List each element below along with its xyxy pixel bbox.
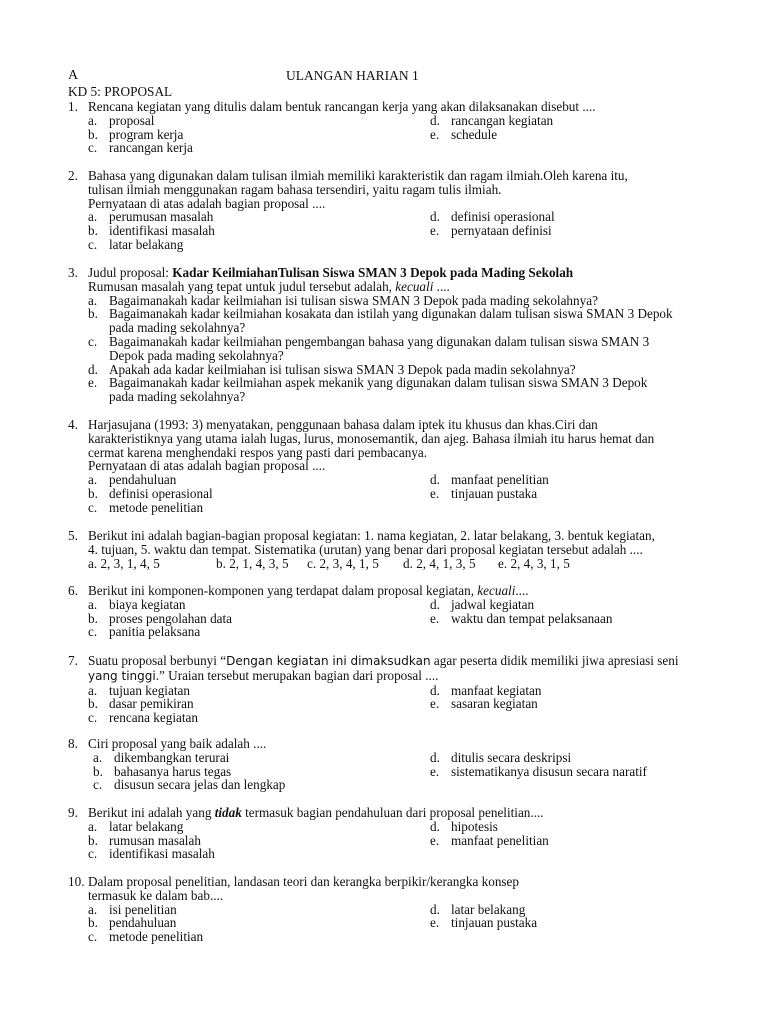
option-b: b. 2, 1, 4, 3, 5 — [216, 555, 289, 571]
option-b: b. program kerja — [88, 126, 184, 142]
question-5 — [68, 529, 708, 570]
option-c: c. metode penelitian — [88, 499, 204, 515]
question-number: 5. — [68, 528, 78, 543]
option-d: d. jadwal kegiatan — [430, 596, 535, 612]
quoted-text: Dengan kegiatan ini dimaksudkan — [226, 654, 431, 668]
question-number: 8. — [68, 736, 78, 751]
option-e: e. tinjauan pustaka — [430, 915, 538, 931]
question-7: 7. Suatu proposal berbunyi “Dengan kegiatan ini dimaksudkan agar peserta didik memiliki jiwa apresiasi seni yang tinggi.” Uraian tersebut merupakan bagian dari proposal .... a. tujuan kegiatan d. manfaat kegiatan b. dasar pemikiran e. sasaran kegiatan c. rencana kegiatan — [68, 653, 679, 726]
question-number: 1. — [68, 99, 78, 114]
question-stem: cermat karena menghendaki respos yang pasti dari pembacanya. — [88, 444, 428, 460]
question-1 — [68, 100, 708, 155]
option-c: c. 2, 3, 4, 1, 5 — [307, 555, 379, 571]
option-c: c. latar belakang — [88, 236, 184, 252]
question-stem: 4. tujuan, 5. waktu dan tempat. Sistematika (urutan) yang benar dari proposal kegiatan tersebut adalah .... — [88, 541, 643, 557]
question-number: 10. — [68, 874, 85, 889]
question-stem: Pernyataan di atas adalah bagian proposal .... — [88, 195, 326, 211]
option-a: a. dikembangkan terurai — [93, 749, 230, 765]
option-b: b. bahasanya harus tegas — [93, 763, 232, 779]
option-e: e. waktu dan tempat pelaksanaan — [430, 610, 613, 626]
option-b: b. proses pengolahan data — [88, 610, 233, 626]
question-number: 7. — [68, 653, 78, 668]
question-number: 6. — [68, 583, 78, 598]
tidak-emphasis: tidak — [214, 805, 242, 820]
option-a: a. biaya kegiatan — [88, 596, 186, 612]
question-number: 2. — [68, 168, 78, 183]
question-stem: Berikut ini adalah bagian-bagian proposal kegiatan: 1. nama kegiatan, 2. latar belakang, 3. bentuk kegiatan, — [88, 528, 655, 543]
question-8 — [68, 737, 708, 792]
question-stem: Bahasa yang digunakan dalam tulisan ilmiah memiliki karakteristik dan ragam ilmiah.Oleh karena itu, — [88, 168, 628, 183]
question-stem: Pernyataan di atas adalah bagian proposal .... — [88, 458, 326, 474]
option-a: a. perumusan masalah — [88, 209, 214, 225]
page-title: ULANGAN HARIAN 1 — [286, 68, 419, 83]
question-stem: tulisan ilmiah menggunakan ragam bahasa tersendiri, yaitu ragam tulis ilmiah. — [88, 181, 502, 197]
option-a: a. tujuan kegiatan — [88, 682, 190, 698]
option-a: a. proposal — [88, 112, 155, 128]
option-c: c. rancangan kerja — [88, 140, 193, 156]
option-e: e. manfaat penelitian — [430, 832, 549, 848]
option-e: e. 2, 4, 3, 1, 5 — [498, 555, 570, 571]
option-e: e. pernyataan definisi — [430, 223, 552, 239]
option-d: d. manfaat kegiatan — [430, 682, 542, 698]
competency-label: KD 5: PROPOSAL — [68, 84, 173, 99]
option-c: c. metode penelitian — [88, 929, 204, 945]
quoted-text: yang tinggi — [88, 668, 156, 683]
option-b: b. rumusan masalah — [88, 832, 201, 848]
option-d: d. hipotesis — [430, 818, 498, 834]
option-d: d. Apakah ada kadar keilmiahan isi tulisan siswa SMAN 3 Depok pada madin sekolahnya? — [88, 361, 576, 377]
option-a: a. isi penelitian — [88, 901, 177, 917]
question-stem: Judul proposal: — [88, 265, 173, 280]
option-d: d. ditulis secara deskripsi — [430, 749, 572, 765]
question-stem: Dalam proposal penelitian, landasan teori dan kerangka berpikir/kerangka konsep — [88, 874, 520, 889]
question-stem: Harjasujana (1993: 3) menyatakan, penggunaan bahasa dalam iptek itu khusus dan khas.Ciri dan — [88, 417, 598, 432]
option-b: b. definisi operasional — [88, 485, 213, 501]
option-a: a. pendahuluan — [88, 472, 177, 488]
question-stem: Suatu proposal berbunyi “ — [88, 653, 227, 668]
option-c: c. identifikasi masalah — [88, 846, 215, 862]
question-stem: termasuk ke dalam bab.... — [88, 887, 224, 903]
question-9: 9. Berikut ini adalah yang tidak termasuk bagian pendahuluan dari proposal penelitian.... a. latar belakang d. hipotesis b. rumusan masalah e. manfaat penelitian c. identifikasi masalah — [68, 805, 549, 862]
option-a: a. latar belakang — [88, 818, 184, 834]
version-letter: A — [68, 68, 79, 83]
kecuali-emphasis: kecuali — [395, 278, 434, 294]
option-b: b. Bagaimanakah kadar keilmiahan kosakata dan istilah yang digunakan dalam tulisan siswa SMAN 3 Depok pada mading sekolahnya? — [88, 306, 673, 336]
option-c: c. rencana kegiatan — [88, 710, 198, 726]
option-c: c. Bagaimanakah kadar keilmiahan pengembangan bahasa yang digunakan dalam tulisan siswa SMAN 3 Depok pada mading sekolahnya? — [88, 333, 650, 363]
question-stem: Berikut ini komponen-komponen yang terdapat dalam proposal kegiatan, — [88, 583, 478, 598]
question-stem: Rencana kegiatan yang ditulis dalam bentuk rancangan kerja yang akan dilaksanakan disebut .... — [88, 99, 596, 114]
option-c: c. panitia pelaksana — [88, 624, 201, 640]
option-e: e. sistematikanya disusun secara naratif — [430, 763, 647, 779]
option-e: e. Bagaimanakah kadar keilmiahan aspek mekanik yang digunakan dalam tulisan siswa SMAN 3 Depok pada mading sekolahnya? — [88, 375, 648, 405]
option-a: a. 2, 3, 1, 4, 5 — [88, 555, 160, 571]
kecuali-emphasis: kecuali — [477, 583, 516, 598]
proposal-title: Kadar KeilmiahanTulisan Siswa SMAN 3 Depok pada Mading Sekolah — [172, 265, 574, 280]
option-b: b. pendahuluan — [88, 915, 177, 931]
option-b: b. identifikasi masalah — [88, 223, 215, 239]
option-d: d. 2, 4, 1, 3, 5 — [403, 555, 476, 571]
question-number: 9. — [68, 805, 78, 820]
question-2 — [68, 169, 708, 252]
option-d: d. manfaat penelitian — [430, 472, 549, 488]
question-10 — [68, 875, 708, 944]
question-3: 3. Judul proposal: Kadar KeilmiahanTulisan Siswa SMAN 3 Depok pada Mading Sekolah Rumusan masalah yang tepat untuk judul tersebut adalah, kecuali .... a. Bagaimanakah kadar keilmiahan isi tulisan siswa SMAN 3 Depok pada mading sekolahnya? b. Bagaimanakah kadar keilmiahan kosakata dan istilah yang digunakan dalam tulisan siswa SMAN 3 Depok pada mading sekolahnya? c. Bagaimanakah kadar keilmiahan pengembangan bahasa yang digunakan dalam tulisan siswa SMAN 3 Depok pada mading sekolahnya? d. Apakah ada kadar keilmiahan isi tulisan siswa SMAN 3 Depok pada madin sekolahnya? e. Bagaimanakah kadar keilmiahan aspek mekanik yang digunakan dalam tulisan siswa SMAN 3 Depok pada mading sekolahnya? — [68, 266, 708, 404]
option-c: c. disusun secara jelas dan lengkap — [93, 777, 286, 793]
option-e: e. tinjauan pustaka — [430, 485, 538, 501]
option-d: d. latar belakang — [430, 901, 526, 917]
option-d: d. rancangan kegiatan — [430, 112, 554, 128]
option-b: b. dasar pemikiran — [88, 696, 194, 712]
question-stem: Rumusan masalah yang tepat untuk judul tersebut adalah, — [88, 278, 396, 294]
option-d: d. definisi operasional — [430, 209, 555, 225]
question-4 — [68, 418, 708, 515]
option-e: e. schedule — [430, 126, 498, 142]
question-stem: karakteristiknya yang utama ialah lugas, lurus, monosemantik, dan ajeg. Bahasa ilmiah itu harus hemat dan — [88, 430, 655, 446]
question-stem: Ciri proposal yang baik adalah .... — [88, 736, 267, 751]
question-6: 6. Berikut ini komponen-komponen yang terdapat dalam proposal kegiatan, kecuali.... a. biaya kegiatan d. jadwal kegiatan b. proses pengolahan data e. waktu dan tempat pelaksanaan c. panitia pelaksana — [68, 583, 613, 640]
question-number: 4. — [68, 417, 78, 432]
question-stem: Berikut ini adalah yang — [88, 805, 215, 820]
option-e: e. sasaran kegiatan — [430, 696, 538, 712]
option-a: a. Bagaimanakah kadar keilmiahan isi tulisan siswa SMAN 3 Depok pada mading sekolahnya? — [88, 292, 598, 308]
question-number: 3. — [68, 265, 78, 280]
